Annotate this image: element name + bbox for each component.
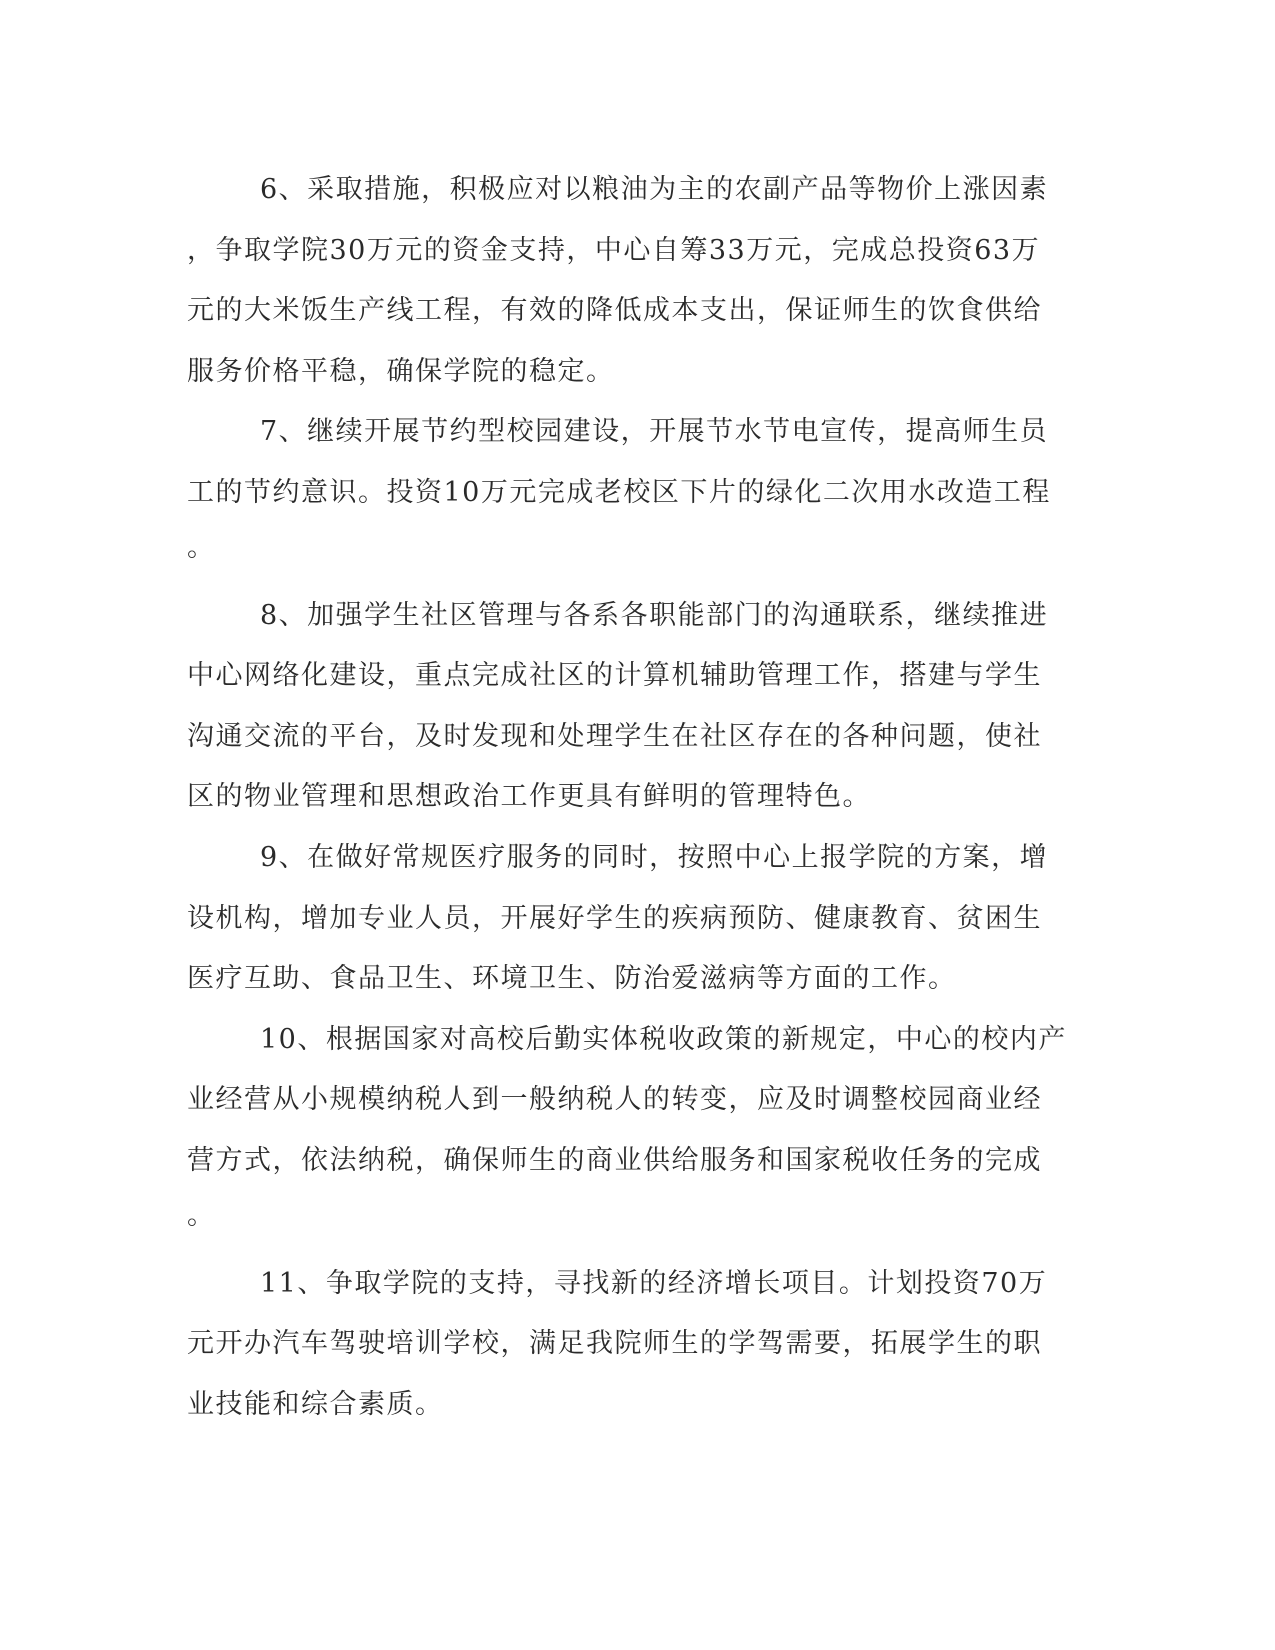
- paragraph-8-line-4: 区的物业管理和思想政治工作更具有鲜明的管理特色。: [187, 781, 871, 813]
- paragraph-7-line-1: 7、继续开展节约型校园建设，开展节水节电宣传，提高师生员: [260, 416, 1049, 448]
- paragraph-10-line-1: 10、根据国家对高校后勤实体税收政策的新规定，中心的校内产: [260, 1023, 1067, 1055]
- paragraph-9-line-2: 设机构，增加专业人员，开展好学生的疾病预防、健康教育、贫困生: [187, 902, 1042, 934]
- paragraph-8-line-1: 8、加强学生社区管理与各系各职能部门的沟通联系，继续推进: [260, 599, 1049, 631]
- paragraph-8-line-3: 沟通交流的平台，及时发现和处理学生在社区存在的各种问题，使社: [187, 720, 1042, 752]
- paragraph-7-line-2: 工的节约意识。投资10万元完成老校区下片的绿化二次用水改造工程: [187, 476, 1051, 508]
- document-body: [187, 160, 1067, 1435]
- paragraph-6-line-1: 6、采取措施，积极应对以粮油为主的农副产品等物价上涨因素: [260, 174, 1049, 205]
- paragraph-11-line-2: 元开办汽车驾驶培训学校，满足我院师生的学驾需要，拓展学生的职: [187, 1328, 1042, 1360]
- paragraph-11-line-3: 业技能和综合素质。: [187, 1388, 444, 1420]
- paragraph-9-line-3: 医疗互助、食品卫生、环境卫生、防治爱滋病等方面的工作。: [187, 963, 957, 995]
- paragraph-9-line-1: 9、在做好常规医疗服务的同时，按照中心上报学院的方案，增: [260, 841, 1049, 873]
- paragraph-10-line-3: 营方式，依法纳税，确保师生的商业供给服务和国家税收任务的完成: [187, 1144, 1042, 1176]
- paragraph-7-line-3: 。: [187, 531, 216, 563]
- paragraph-10-line-2: 业经营从小规模纳税人到一般纳税人的转变，应及时调整校园商业经: [187, 1084, 1042, 1116]
- paragraph-6-line-3: 元的大米饭生产线工程，有效的降低成本支出，保证师生的饮食供给: [187, 295, 1042, 327]
- paragraph-8-line-2: 中心网络化建设，重点完成社区的计算机辅助管理工作，搭建与学生: [187, 660, 1042, 692]
- paragraph-10-line-4: 。: [187, 1199, 216, 1231]
- paragraph-6-line-4: 服务价格平稳，确保学院的稳定。: [187, 355, 615, 387]
- paragraph-6-line-2: ，争取学院30万元的资金支持，中心自筹33万元，完成总投资63万: [187, 234, 1041, 266]
- paragraph-11-line-1: 11、争取学院的支持，寻找新的经济增长项目。计划投资70万: [260, 1267, 1048, 1299]
